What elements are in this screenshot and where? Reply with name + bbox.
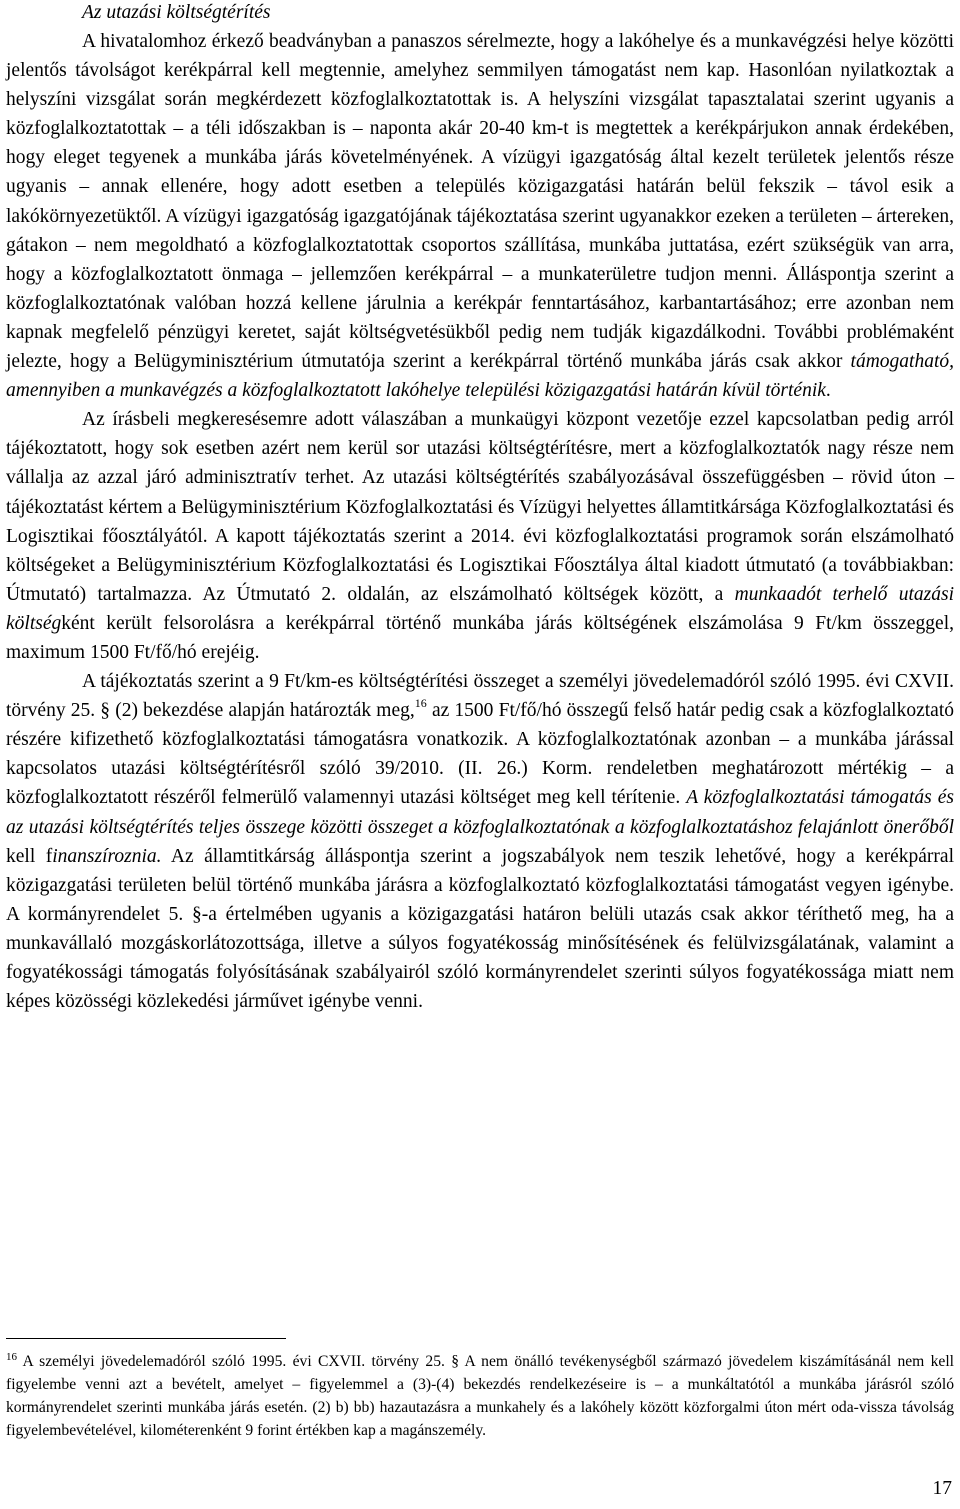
paragraph-text: az 1500 Ft/fő/hó összegű felső határ pedig csak a közfoglalkoztató részére kifizethető közfoglalkoztatási támogatásra vonatkozik. A közfoglalkoztatónak azonban – a munkába járással kapcsolatos utazási költségtérítésről szóló 39/2010. (II. 26.) Korm. rendeletben meghatározott mértékig – a közfoglalkoztatott részéről felmerülő valamennyi utazási költséget meg kell térítenie.: [6, 700, 954, 809]
section-heading: Az utazási költségtérítés: [82, 2, 271, 23]
paragraph-text: ként került felsorolásra a kerékpárral történő munkába járás költségének elszámolása 9 Ft/km összeggel, maximum 1500 Ft/fő/hó erejéig.: [6, 612, 954, 663]
document-page: [6, 0, 954, 1016]
footnote: [6, 1350, 954, 1442]
paragraph-response: [6, 405, 954, 667]
paragraph-italic-text: inanszíroznia.: [52, 845, 162, 867]
footnote-separator: [6, 1338, 286, 1339]
footnote-text: A személyi jövedelemadóról szóló 1995. évi CXVII. törvény 25. § A nem önálló tevékenységből származó jövedelem kiszámításánál nem kell figyelembe venni azt a bevételt, amelyet – figyelemmel a (3)-(4) bekezdés rendelkezéseire is – a munkáltatótól a munkába járásról szóló kormányrendelet szerinti munkába járás esetén. (2) b) bb) hazautazásra a munkahely és a lakóhely között közforgalmi úton mért oda-vissza távolság figyelembevételével, kilométerenként 9 forint értékben kap a magánszemély.: [6, 1353, 954, 1439]
paragraph-italic-text: munkaadót terhelő utazási költség: [6, 583, 954, 634]
paragraph-text: kell f: [6, 845, 53, 867]
paragraph-text: .: [825, 380, 831, 402]
paragraph-italic-text: A közfoglalkoztatási támogatás és az utazási költségtérítés teljes összege közötti összeget a közfoglalkoztatónak a közfoglalkoztatáshoz felajánlott önerőből: [6, 787, 954, 838]
page-number: 17: [932, 1478, 952, 1499]
paragraph-text: A hivatalomhoz érkező beadványban a panaszos sérelmezte, hogy a lakóhelye és a munkavégzési helye közötti jelentős távolságot kerékpárral kell megtennie, amelyhez semmilyen támogatást nem kap. Hasonlóan nyilatkoztak a helyszíni vizsgálat során megkérdezett közfoglalkoztatottak is. A helyszíni vizsgálat tapasztalatai szerint ugyanis a közfoglalkoztatottak – a téli időszakban is – naponta akár 20-40 km-t is megtettek a kerékpárjukon annak érdekében, hogy eleget tegyenek a munkába járás követelményének. A vízügyi igazgatóság által kezelt területek jelentős része ugyanis – annak ellenére, hogy adott esetben a település közigazgatási határán belül fekszik – távol esik a lakókörnyezetüktől. A vízügyi igazgatóság igazgatójának tájékoztatása szerint ugyanakkor ezeken a területen – ártereken, gátakon – nem megoldható a közfoglalkoztatottak csoportos szállítása, munkába juttatása, ezért szükségük van arra, hogy a közfoglalkoztatott önmaga – jellemzően kerékpárral – a munkaterületre tudjon menni. Álláspontja szerint a közfoglalkoztatónak valóban hozzá kellene járulnia a kerékpár fenntartásához, karbantartásához; erre azonban nem kapnak megfelelő pénzügyi keretet, saját költségvetésükből pedig nem tudják kigazdálkodni. További problémaként jelezte, hogy a Belügyminisztérium útmutatója szerint a kerékpárral történő munkába járás csak akkor: [6, 31, 954, 373]
footnote-number: 16: [6, 1351, 17, 1363]
paragraph-text: Az államtitkárság álláspontja szerint a jogszabályok nem teszik lehetővé, hogy a kerékpárral közigazgatási területen belül történő munkába járásra a közfoglalkoztató közfoglalkoztatási támogatást vegyen igénybe. A kormányrendelet 5. §-a értelmében ugyanis a közigazgatási határon belüli utazás csak akkor téríthető meg, ha a munkavállaló mozgáskorlátozottsága, illetve a súlyos fogyatékosság minősítésének és felülvizsgálatának, valamint a fogyatékossági támogatás folyósításának szabályairól szóló kormányrendelet szerinti súlyos fogyatékossága miatt nem képes közösségi közlekedési járművet igénybe venni.: [6, 845, 954, 1013]
paragraph-complaint: [6, 27, 954, 405]
footnote-reference[interactable]: 16: [414, 696, 427, 711]
paragraph-information: [6, 667, 954, 1016]
paragraph-text: Az írásbeli megkeresésemre adott válaszában a munkaügyi központ vezetője ezzel kapcsolatban pedig arról tájékoztatott, hogy sok esetben azért nem kerül sor utazási költségtérítésre, mert a közfoglalkoztatók nagy része nem vállalja az azzal járó adminisztratív terhet. Az utazási költségtérítés szabályozásával összefüggésben – rövid úton – tájékoztatást kértem a Belügyminisztérium Közfoglalkoztatási és Vízügyi helyettes államtitkársága Közfoglalkoztatási és Logisztikai főosztályától. A kapott tájékoztatás szerint a 2014. évi közfoglalkoztatási programok során elszámolható költségeket a Belügyminisztérium Közfoglalkoztatási és Logisztikai Főosztálya által kiadott útmutató (a továbbiakban: Útmutató) tartalmazza. Az Útmutató 2. oldalán, az elszámolható költségek között, a: [6, 409, 954, 605]
paragraph-italic-text: támogatható, amennyiben a munkavégzés a közfoglalkoztatott lakóhelye települési közigazgatási határán kívül történik: [6, 351, 954, 402]
paragraph-text: A tájékoztatás szerint a 9 Ft/km-es költségtérítési összeget a személyi jövedelemadóról szóló 1995. évi CXVII. törvény 25. § (2) bekezdése alapján határozták meg,: [6, 671, 954, 722]
